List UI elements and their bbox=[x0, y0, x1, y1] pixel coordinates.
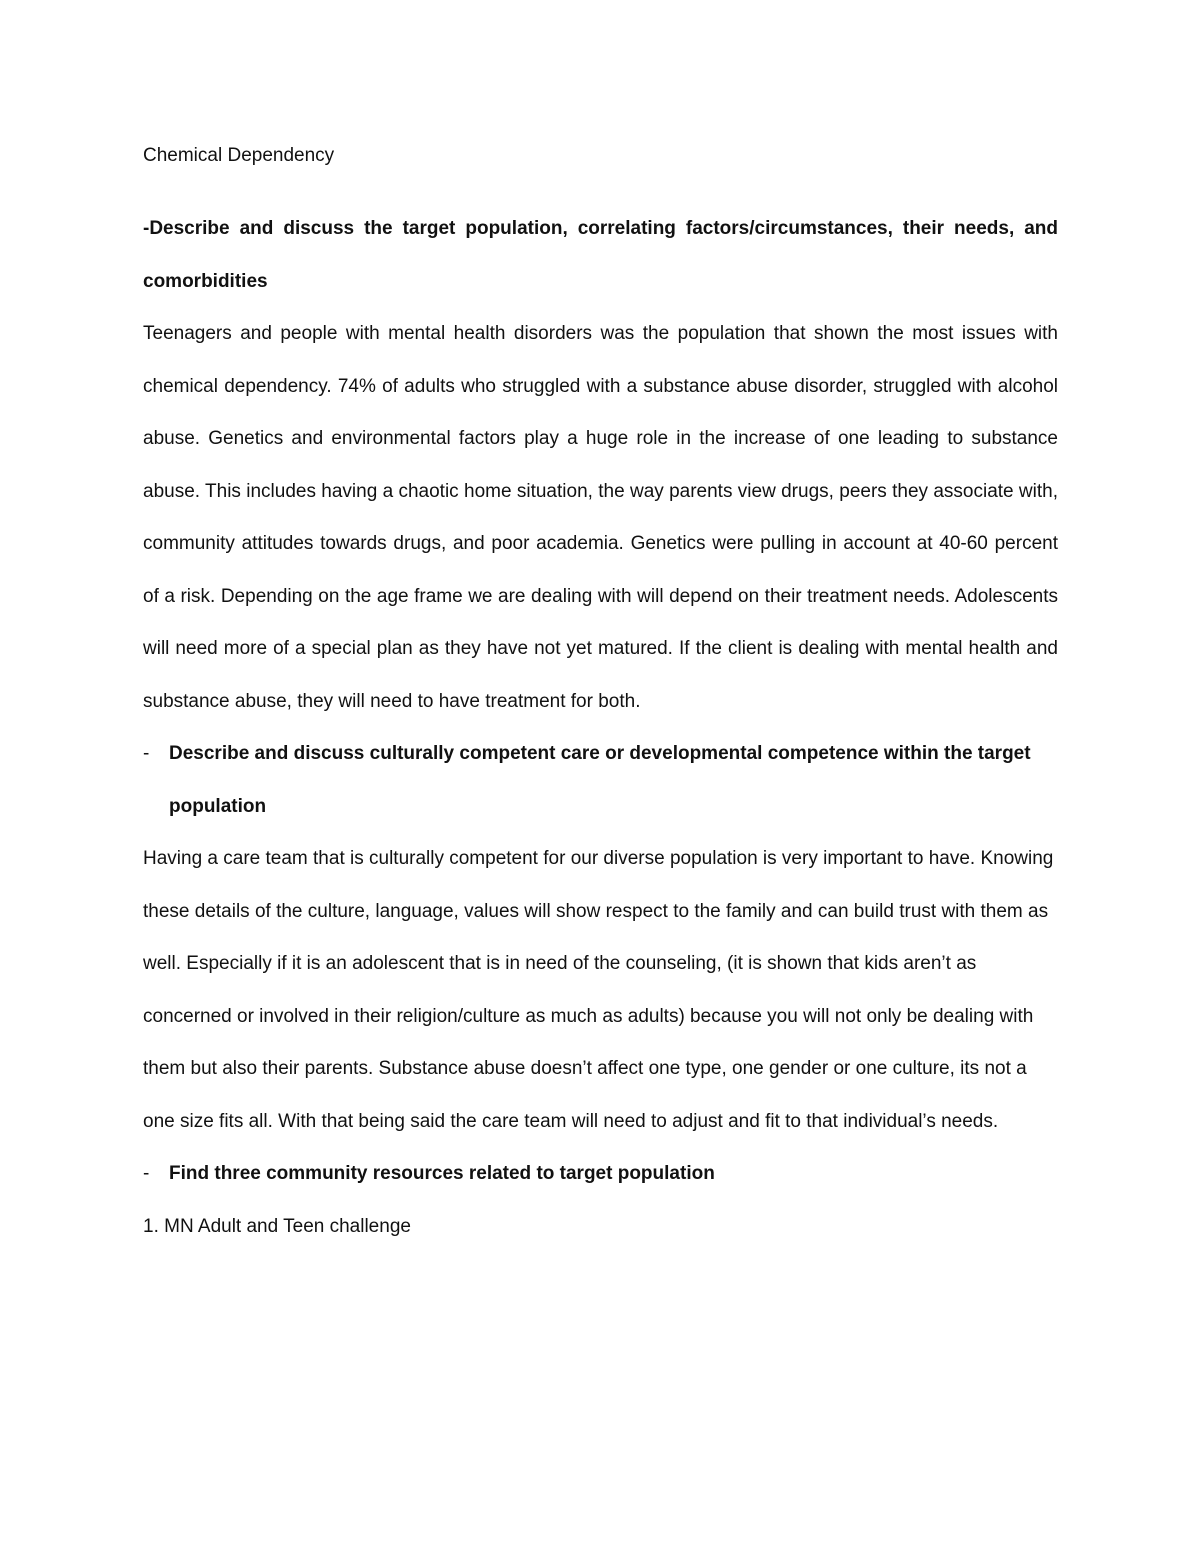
document-body bbox=[143, 136, 1058, 1253]
answer-1: Teenagers and people with mental health disorders was the population that shown the most issues with chemical dependency. 74% of adults who struggled with a substance abuse disorder, struggled with alcohol abuse. Genetics and environmental factors play a huge role in the increase of one leading to substance abuse. This includes having a chaotic home situation, the way parents view drugs, peers they associate with, community attitudes towards drugs, and poor academia. Genetics were pulling in account at 40-60 percent of a risk. Depending on the age frame we are dealing with will depend on their treatment needs. Adolescents will need more of a special plan as they have not yet matured. If the client is dealing with mental health and substance abuse, they will need to have treatment for both. bbox=[143, 323, 1058, 712]
list-item: 1. MN Adult and Teen challenge bbox=[143, 1215, 411, 1237]
question-1: -Describe and discuss the target population, correlating factors/circumstances, their needs, and comorbidities bbox=[143, 218, 1058, 292]
question-3-text: Find three community resources related to target population bbox=[169, 1163, 715, 1184]
question-dash: - bbox=[143, 743, 150, 764]
document-title: Chemical Dependency bbox=[143, 145, 335, 166]
question-2-text: Describe and discuss culturally competent care or developmental competence within the target population bbox=[169, 743, 1031, 817]
question-2 bbox=[143, 728, 1058, 833]
answer-2: Having a care team that is culturally competent for our diverse population is very important to have. Knowing these details of the culture, language, values will show respect to the family and can build trust with them as well. Especially if it is an adolescent that is in need of the counseling, (it is shown that kids aren’t as concerned or involved in their religion/culture as much as adults) because you will not only be dealing with them but also their parents. Substance abuse doesn’t affect one type, one gender or one culture, its not a one size fits all. With that being said the care team will need to adjust and fit to that individual’s needs. bbox=[143, 848, 1054, 1132]
question-dash: - bbox=[143, 1163, 150, 1184]
question-3 bbox=[143, 1148, 1058, 1201]
